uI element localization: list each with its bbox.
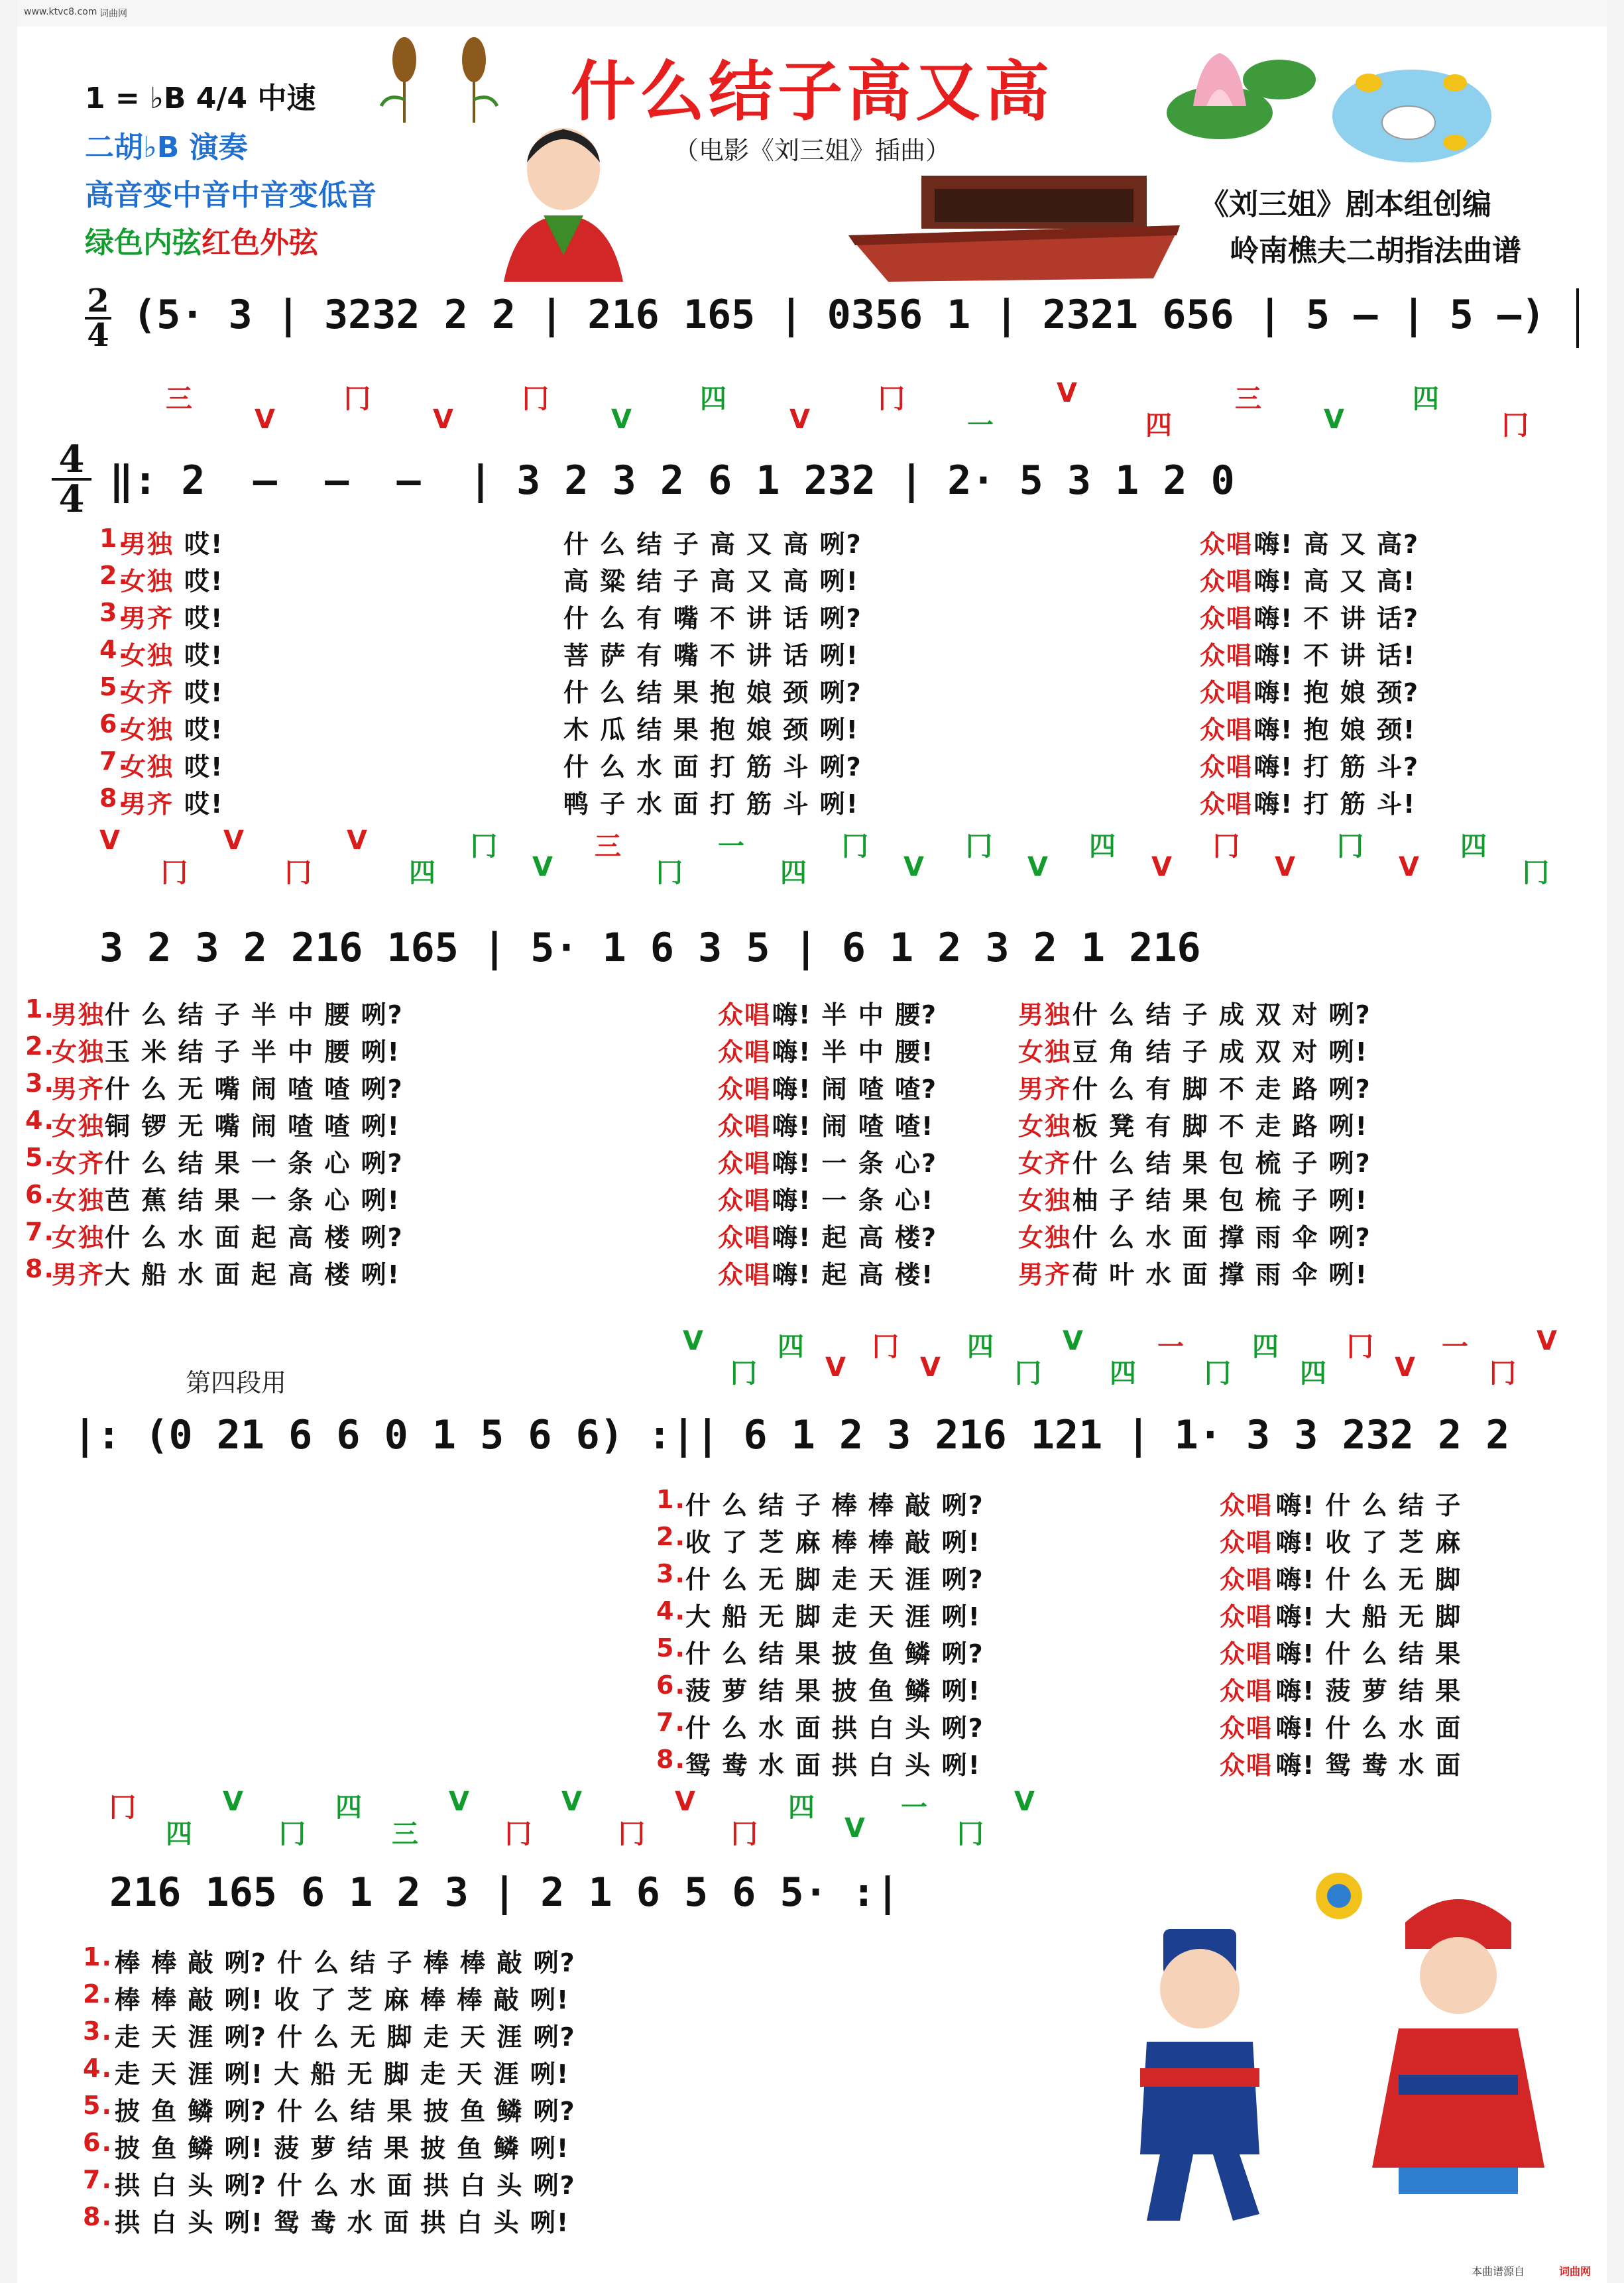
fingering-mark: 一 bbox=[1157, 1332, 1184, 1362]
time-bottom: 4 bbox=[52, 478, 91, 518]
fingering-mark: 四 bbox=[409, 858, 435, 888]
lyric-verse: 什 么 无 脚 走 天 涯 咧? bbox=[685, 1565, 984, 1594]
fingering-mark: V bbox=[223, 1786, 243, 1817]
lyric-verse: 什 么 结 果 抱 娘 颈 咧? bbox=[563, 678, 862, 707]
boy-dancer bbox=[1140, 1929, 1259, 2221]
verse-number: 2. bbox=[25, 1031, 55, 1061]
fingering-mark: 一 bbox=[967, 410, 994, 441]
singer-role: 女独 bbox=[52, 1186, 105, 1215]
fingering-mark: 冂 bbox=[878, 384, 905, 414]
fingering-mark: 冂 bbox=[109, 1792, 136, 1823]
lyric-line: 披 鱼 鳞 咧? 什 么 结 果 披 鱼 鳞 咧? bbox=[115, 2097, 576, 2126]
lyric-answer: 嗨! 抱 娘 颈! bbox=[1254, 715, 1417, 744]
lyric-answer: 嗨! 什 么 无 脚 bbox=[1276, 1565, 1462, 1594]
lyric-verse: 收 了 芝 麻 棒 棒 敲 咧! bbox=[685, 1528, 981, 1557]
singer-role: 女齐 bbox=[121, 678, 174, 707]
credit-line-1: 《刘三姐》剧本组创编 bbox=[1200, 188, 1491, 221]
line2-lyrics bbox=[25, 994, 1590, 1299]
fingering-mark: 四 bbox=[1460, 831, 1487, 862]
line3-fingering bbox=[683, 1326, 1584, 1399]
sorghum-illustration bbox=[375, 33, 520, 126]
fingering-mark: 四 bbox=[1413, 384, 1439, 414]
line3-notation: |: (0 21 6 6 0 1 5 6 6) :|| 6 1 2 3 216 121 | 1· 3 3 232 2 2 bbox=[73, 1412, 1510, 1458]
fingering-mark: 四 bbox=[1145, 410, 1172, 441]
fingering-mark: 冂 bbox=[656, 858, 683, 888]
verse-number: 7. bbox=[83, 2165, 113, 2194]
fingering-mark: 四 bbox=[1089, 831, 1116, 862]
lyric-answer: 嗨! 抱 娘 颈? bbox=[1254, 678, 1420, 707]
fingering-mark: 冂 bbox=[842, 831, 868, 862]
fingering-mark: V bbox=[1324, 404, 1344, 435]
fingering-mark: V bbox=[1151, 852, 1172, 882]
lyric-verse: 什 么 结 子 成 双 对 咧? bbox=[1073, 1000, 1371, 1029]
lyric-verse: 鸭 子 水 面 打 筋 斗 咧! bbox=[563, 790, 859, 819]
line4-fingering bbox=[109, 1786, 1071, 1859]
verse-number: 7. bbox=[99, 746, 129, 776]
site-brand: 词曲网 bbox=[99, 9, 127, 19]
fingering-mark: 四 bbox=[1252, 1332, 1279, 1362]
time-top: 2 bbox=[87, 282, 109, 320]
lyric-verse: 菩 萨 有 嘴 不 讲 话 咧! bbox=[563, 641, 859, 670]
chorus-label: 众唱 bbox=[718, 1260, 772, 1289]
lyric-verse: 什 么 结 子 半 中 腰 咧? bbox=[105, 1000, 404, 1029]
lyric-answer: 嗨! 收 了 芝 麻 bbox=[1276, 1528, 1462, 1557]
singer-role: 女独 bbox=[121, 752, 174, 782]
exclamation: 哎! bbox=[184, 530, 224, 559]
lyric-verse: 大 船 水 面 起 高 楼 咧! bbox=[105, 1260, 400, 1289]
right-margin-strip bbox=[1607, 0, 1624, 2283]
fingering-mark: V bbox=[449, 1786, 469, 1817]
fingering-mark: 冂 bbox=[522, 384, 549, 414]
fingering-mark: 冂 bbox=[1523, 858, 1549, 888]
fingering-mark: 冂 bbox=[1213, 831, 1240, 862]
verse-number: 3. bbox=[656, 1559, 686, 1588]
chorus-label: 众唱 bbox=[718, 1186, 772, 1215]
exclamation: 哎! bbox=[184, 604, 224, 633]
footer-brand: 词曲网 bbox=[1559, 2265, 1592, 2278]
lyric-verse: 鸳 鸯 水 面 拱 白 头 咧! bbox=[685, 1751, 981, 1780]
singer-role: 男齐 bbox=[121, 790, 174, 819]
fingering-mark: V bbox=[433, 404, 453, 435]
fingering-mark: 四 bbox=[788, 1792, 815, 1823]
fingering-mark: 三 bbox=[166, 384, 192, 414]
fingering-mark: 冂 bbox=[731, 1819, 758, 1849]
lyric-answer: 嗨! 什 么 水 面 bbox=[1276, 1714, 1462, 1743]
fingering-mark: 冂 bbox=[505, 1819, 532, 1849]
line1-fingering bbox=[166, 378, 1591, 441]
chorus-label: 众唱 bbox=[1200, 715, 1253, 744]
verse-number: 4. bbox=[99, 635, 129, 664]
chorus-label: 众唱 bbox=[718, 1000, 772, 1029]
fingering-mark: 四 bbox=[1300, 1358, 1326, 1389]
singer-role: 男独 bbox=[121, 530, 174, 559]
verse-number: 8. bbox=[83, 2202, 113, 2231]
chorus-label: 众唱 bbox=[1200, 567, 1253, 596]
fingering-mark: V bbox=[683, 1326, 703, 1356]
lyric-verse: 什 么 结 子 棒 棒 敲 咧? bbox=[685, 1491, 984, 1520]
lyric-verse: 什 么 无 嘴 闹 喳 喳 咧? bbox=[105, 1075, 404, 1104]
lyric-answer: 嗨! 起 高 楼! bbox=[772, 1260, 935, 1289]
fingering-mark: 冂 bbox=[1347, 1332, 1373, 1362]
lyric-verse: 玉 米 结 子 半 中 腰 咧! bbox=[105, 1037, 400, 1067]
line1-notation: ‖: 2 — — — | 3 2 3 2 6 1 232 | 2· 5 3 1 2 0 bbox=[109, 457, 1235, 504]
string-legend bbox=[85, 219, 318, 261]
chorus-label: 众唱 bbox=[1200, 790, 1253, 819]
fingering-mark: 冂 bbox=[471, 831, 497, 862]
chorus-label: 众唱 bbox=[718, 1112, 772, 1141]
fingering-mark: V bbox=[223, 825, 244, 856]
lyric-verse: 什 么 有 脚 不 走 路 咧? bbox=[1073, 1075, 1371, 1104]
fingering-mark: 一 bbox=[1442, 1332, 1468, 1362]
lyric-verse: 什 么 结 子 高 又 高 咧? bbox=[563, 530, 862, 559]
lyric-answer: 嗨! 半 中 腰? bbox=[772, 1000, 938, 1029]
instrument-label: 二胡♭B 演奏 bbox=[85, 131, 248, 164]
dancers-illustration bbox=[1087, 1849, 1591, 2247]
verse-number: 4. bbox=[83, 2054, 113, 2083]
lyric-answer: 嗨! 闹 喳 喳! bbox=[772, 1112, 935, 1141]
lyric-verse: 什 么 水 面 撑 雨 伞 咧? bbox=[1073, 1223, 1371, 1252]
verse-number: 7. bbox=[656, 1708, 686, 1737]
fingering-mark: V bbox=[825, 1352, 846, 1383]
exclamation: 哎! bbox=[184, 567, 224, 596]
fingering-mark: 冂 bbox=[618, 1819, 645, 1849]
credit-line-2: 岭南樵夫二胡指法曲谱 bbox=[1230, 234, 1521, 268]
fingering-mark: V bbox=[255, 404, 275, 435]
lyric-answer: 嗨! 菠 萝 结 果 bbox=[1276, 1676, 1462, 1706]
fingering-mark: 冂 bbox=[285, 858, 312, 888]
left-margin-strip bbox=[0, 0, 17, 2283]
fingering-mark: 四 bbox=[335, 1792, 362, 1823]
fingering-mark: V bbox=[903, 852, 924, 882]
singer-role: 女独 bbox=[1018, 1112, 1072, 1141]
lyric-verse: 豆 角 结 子 成 双 对 咧! bbox=[1073, 1037, 1368, 1067]
inner-string-label: 绿色内弦 bbox=[85, 226, 202, 260]
fingering-mark: 冂 bbox=[279, 1819, 306, 1849]
chorus-label: 众唱 bbox=[1220, 1714, 1273, 1743]
chorus-label: 众唱 bbox=[718, 1149, 772, 1178]
singer-role: 女独 bbox=[121, 567, 174, 596]
fingering-mark: V bbox=[920, 1352, 941, 1383]
time-top: 4 bbox=[58, 438, 85, 481]
register-note: 高音变中音中音变低音 bbox=[85, 178, 377, 212]
fingering-mark: 四 bbox=[700, 384, 726, 414]
verse-number: 1. bbox=[656, 1485, 686, 1514]
lyric-answer: 嗨! 高 又 高! bbox=[1254, 567, 1417, 596]
fingering-mark: 四 bbox=[778, 1332, 804, 1362]
verse-number: 4. bbox=[25, 1106, 55, 1135]
chorus-label: 众唱 bbox=[1200, 604, 1253, 633]
fingering-mark: 冂 bbox=[1502, 410, 1529, 441]
verse-number: 5. bbox=[83, 2091, 113, 2120]
lyric-verse: 菠 萝 结 果 披 鱼 鳞 咧! bbox=[685, 1676, 981, 1706]
fingering-mark: V bbox=[532, 852, 553, 882]
lyric-verse: 什 么 结 果 一 条 心 咧? bbox=[105, 1149, 404, 1178]
time-bottom: 4 bbox=[85, 317, 111, 351]
chorus-label: 众唱 bbox=[1200, 641, 1253, 670]
verse-number: 6. bbox=[83, 2128, 113, 2157]
lyric-line: 披 鱼 鳞 咧! 菠 萝 结 果 披 鱼 鳞 咧! bbox=[115, 2134, 570, 2163]
lyric-answer: 嗨! 高 又 高? bbox=[1254, 530, 1420, 559]
lyric-line: 走 天 涯 咧? 什 么 无 脚 走 天 涯 咧? bbox=[115, 2022, 576, 2052]
fingering-mark: V bbox=[789, 404, 810, 435]
fingering-mark: V bbox=[99, 825, 120, 856]
lyric-answer: 嗨! 一 条 心? bbox=[772, 1149, 938, 1178]
intro-time-signature bbox=[85, 282, 111, 354]
verse-number: 3. bbox=[99, 598, 129, 627]
fingering-mark: V bbox=[675, 1786, 695, 1817]
verse-number: 2. bbox=[656, 1522, 686, 1551]
fingering-mark: 四 bbox=[967, 1332, 994, 1362]
line4-lyrics bbox=[83, 1942, 1051, 2254]
lyric-verse: 柚 子 结 果 包 梳 子 咧! bbox=[1073, 1186, 1368, 1215]
intro-notation: (5· 3 | 3232 2 2 | 216 165 | 0356 1 | 2321 656 | 5 — | 5 —) bbox=[133, 292, 1546, 338]
line3-lyrics bbox=[656, 1485, 1591, 1790]
singer-role: 男齐 bbox=[52, 1075, 105, 1104]
girl-dancer bbox=[1372, 1899, 1544, 2194]
fingering-mark: 冂 bbox=[1337, 831, 1363, 862]
lyric-answer: 嗨! 一 条 心! bbox=[772, 1186, 935, 1215]
singer-role: 男独 bbox=[52, 1000, 105, 1029]
verse-number: 4. bbox=[656, 1596, 686, 1625]
lyric-verse: 什 么 水 面 起 高 楼 咧? bbox=[105, 1223, 404, 1252]
fingering-mark: V bbox=[1027, 852, 1048, 882]
singer-role: 女独 bbox=[1018, 1223, 1072, 1252]
lyric-answer: 嗨! 打 筋 斗? bbox=[1254, 752, 1420, 782]
verse-number: 3. bbox=[25, 1069, 55, 1098]
chorus-label: 众唱 bbox=[1220, 1528, 1273, 1557]
singer-role: 男齐 bbox=[1018, 1260, 1072, 1289]
exclamation: 哎! bbox=[184, 790, 224, 819]
verse-number: 8. bbox=[99, 784, 129, 813]
lyric-answer: 嗨! 不 讲 话? bbox=[1254, 604, 1420, 633]
boat-illustration bbox=[842, 162, 1187, 295]
fingering-mark: 四 bbox=[1110, 1358, 1136, 1389]
site-header-bar bbox=[0, 0, 1624, 27]
line1-lyrics bbox=[99, 524, 1584, 819]
lyric-verse: 什 么 水 面 打 筋 斗 咧? bbox=[563, 752, 862, 782]
lyric-verse: 木 瓜 结 果 抱 娘 颈 咧! bbox=[563, 715, 859, 744]
lyric-answer: 嗨! 鸳 鸯 水 面 bbox=[1276, 1751, 1462, 1780]
fingering-mark: 冂 bbox=[1015, 1358, 1041, 1389]
lyric-line: 棒 棒 敲 咧! 收 了 芝 麻 棒 棒 敲 咧! bbox=[115, 1985, 570, 2015]
singer-role: 女独 bbox=[1018, 1037, 1072, 1067]
verse-number: 2. bbox=[83, 1979, 113, 2009]
lyric-line: 走 天 涯 咧! 大 船 无 脚 走 天 涯 咧! bbox=[115, 2060, 570, 2089]
chorus-label: 众唱 bbox=[1220, 1602, 1273, 1631]
outer-string-label: 红色外弦 bbox=[202, 226, 318, 260]
song-subtitle: （电影《刘三姐》插曲） bbox=[673, 136, 951, 165]
lyric-answer: 嗨! 大 船 无 脚 bbox=[1276, 1602, 1462, 1631]
lyric-answer: 嗨! 打 筋 斗! bbox=[1254, 790, 1417, 819]
fingering-mark: V bbox=[611, 404, 632, 435]
verse-number: 6. bbox=[25, 1180, 55, 1209]
exclamation: 哎! bbox=[184, 641, 224, 670]
ducks-pond-illustration bbox=[1329, 50, 1495, 169]
singer-role: 女独 bbox=[1018, 1186, 1072, 1215]
chorus-label: 众唱 bbox=[1200, 752, 1253, 782]
verse-number: 3. bbox=[83, 2017, 113, 2046]
fingering-mark: 一 bbox=[901, 1792, 927, 1823]
fingering-mark: 冂 bbox=[161, 858, 188, 888]
singer-role: 男齐 bbox=[121, 604, 174, 633]
fingering-mark: 四 bbox=[780, 858, 807, 888]
singer-role: 女齐 bbox=[1018, 1149, 1072, 1178]
fingering-mark: 冂 bbox=[344, 384, 371, 414]
fingering-mark: 四 bbox=[166, 1819, 192, 1849]
verse-number: 6. bbox=[99, 709, 129, 738]
lyric-line: 棒 棒 敲 咧? 什 么 结 子 棒 棒 敲 咧? bbox=[115, 1948, 576, 1977]
lyric-verse: 什 么 结 果 包 梳 子 咧? bbox=[1073, 1149, 1371, 1178]
fingering-mark: 冂 bbox=[872, 1332, 899, 1362]
fingering-mark: 三 bbox=[1235, 384, 1261, 414]
lyric-verse: 什 么 水 面 拱 白 头 咧? bbox=[685, 1714, 984, 1743]
singer-role: 男独 bbox=[1018, 1000, 1072, 1029]
chorus-label: 众唱 bbox=[1220, 1676, 1273, 1706]
line4-notation: 216 165 6 1 2 3 | 2 1 6 5 6 5· :| bbox=[109, 1869, 900, 1916]
fingering-mark: 三 bbox=[595, 831, 621, 862]
lyric-verse: 荷 叶 水 面 撑 雨 伞 咧! bbox=[1073, 1260, 1368, 1289]
verse-number: 7. bbox=[25, 1217, 55, 1246]
fingering-mark: V bbox=[1399, 852, 1419, 882]
fingering-mark: 一 bbox=[718, 831, 744, 862]
lyric-verse: 板 凳 有 脚 不 走 路 咧! bbox=[1073, 1112, 1368, 1141]
fingering-mark: 冂 bbox=[966, 831, 992, 862]
lyric-answer: 嗨! 闹 喳 喳? bbox=[772, 1075, 938, 1104]
lyric-line: 拱 白 头 咧? 什 么 水 面 拱 白 头 咧? bbox=[115, 2171, 576, 2200]
verse-number: 1. bbox=[83, 1942, 113, 1971]
verse-number: 5. bbox=[25, 1143, 55, 1172]
song-title: 什么结子高又高 bbox=[570, 54, 1053, 130]
chorus-label: 众唱 bbox=[718, 1075, 772, 1104]
sorghum-stalk-right bbox=[462, 37, 497, 123]
singer-role: 女独 bbox=[121, 715, 174, 744]
verse-number: 8. bbox=[25, 1254, 55, 1283]
lyric-verse: 大 船 无 脚 走 天 涯 咧! bbox=[685, 1602, 981, 1631]
lyric-answer: 嗨! 半 中 腰! bbox=[772, 1037, 935, 1067]
line2-fingering bbox=[99, 825, 1584, 918]
chorus-label: 众唱 bbox=[1200, 678, 1253, 707]
line2-notation: 3 2 3 2 216 165 | 5· 1 6 3 5 | 6 1 2 3 2 1 216 bbox=[99, 925, 1201, 971]
lyric-answer: 嗨! 什 么 结 子 bbox=[1276, 1491, 1462, 1520]
singer-role: 女齐 bbox=[52, 1149, 105, 1178]
singer-role: 女独 bbox=[52, 1112, 105, 1141]
lyric-verse: 什 么 结 果 披 鱼 鳞 咧? bbox=[685, 1639, 984, 1668]
fingering-mark: V bbox=[1057, 378, 1077, 408]
lyric-answer: 嗨! 不 讲 话! bbox=[1254, 641, 1417, 670]
fingering-mark: 三 bbox=[392, 1819, 418, 1849]
lyric-verse: 什 么 有 嘴 不 讲 话 咧? bbox=[563, 604, 862, 633]
exclamation: 哎! bbox=[184, 678, 224, 707]
line1-time-signature bbox=[52, 438, 91, 521]
sorghum-stalk-left bbox=[381, 37, 416, 123]
chorus-label: 众唱 bbox=[718, 1223, 772, 1252]
singer-role: 女独 bbox=[52, 1223, 105, 1252]
fingering-mark: V bbox=[1063, 1326, 1083, 1356]
lyric-verse: 芭 蕉 结 果 一 条 心 咧! bbox=[105, 1186, 400, 1215]
fingering-mark: 冂 bbox=[957, 1819, 984, 1849]
lyric-verse: 铜 锣 无 嘴 闹 喳 喳 咧! bbox=[105, 1112, 400, 1141]
intro-end-bar bbox=[1576, 288, 1579, 348]
fingering-mark: V bbox=[561, 1786, 582, 1817]
singer-role: 女独 bbox=[52, 1037, 105, 1067]
fingering-mark: V bbox=[844, 1813, 865, 1844]
fingering-mark: 冂 bbox=[730, 1358, 757, 1389]
fingering-mark: V bbox=[347, 825, 367, 856]
key-tempo: 1 = ♭B 4/4 中速 bbox=[85, 82, 316, 115]
fingering-mark: V bbox=[1014, 1786, 1035, 1817]
verse-number: 8. bbox=[656, 1745, 686, 1774]
chorus-label: 众唱 bbox=[1220, 1639, 1273, 1668]
chorus-label: 众唱 bbox=[1220, 1751, 1273, 1780]
exclamation: 哎! bbox=[184, 715, 224, 744]
liu-sanjie-illustration bbox=[464, 116, 663, 282]
singer-role: 男齐 bbox=[1018, 1075, 1072, 1104]
lyric-answer: 嗨! 起 高 楼? bbox=[772, 1223, 938, 1252]
singer-role: 男齐 bbox=[52, 1260, 105, 1289]
fingering-mark: V bbox=[1537, 1326, 1557, 1356]
singer-role: 女独 bbox=[121, 641, 174, 670]
fingering-mark: 冂 bbox=[1489, 1358, 1516, 1389]
verse-number: 6. bbox=[656, 1670, 686, 1700]
lyric-answer: 嗨! 什 么 结 果 bbox=[1276, 1639, 1462, 1668]
fingering-mark: V bbox=[1275, 852, 1295, 882]
verse-number: 1. bbox=[25, 994, 55, 1024]
chorus-label: 众唱 bbox=[1220, 1565, 1273, 1594]
verse-number: 2. bbox=[99, 561, 129, 590]
ornament bbox=[1316, 1873, 1362, 1919]
verse-number: 1. bbox=[99, 524, 129, 553]
verse-number: 5. bbox=[99, 672, 129, 701]
site-url: www.ktvc8.com bbox=[24, 7, 97, 17]
chorus-label: 众唱 bbox=[718, 1037, 772, 1067]
section-label: 第四段用 bbox=[186, 1368, 287, 1397]
footer-note: 本曲谱源自 bbox=[1472, 2265, 1525, 2278]
verse-number: 5. bbox=[656, 1633, 686, 1663]
chorus-label: 众唱 bbox=[1200, 530, 1253, 559]
fingering-mark: 冂 bbox=[1204, 1358, 1231, 1389]
exclamation: 哎! bbox=[184, 752, 224, 782]
lotus-illustration bbox=[1140, 27, 1326, 159]
lyric-verse: 高 粱 结 子 高 又 高 咧! bbox=[563, 567, 859, 596]
chorus-label: 众唱 bbox=[1220, 1491, 1273, 1520]
fingering-mark: V bbox=[1395, 1352, 1415, 1383]
lyric-line: 拱 白 头 咧! 鸳 鸯 水 面 拱 白 头 咧! bbox=[115, 2208, 570, 2237]
